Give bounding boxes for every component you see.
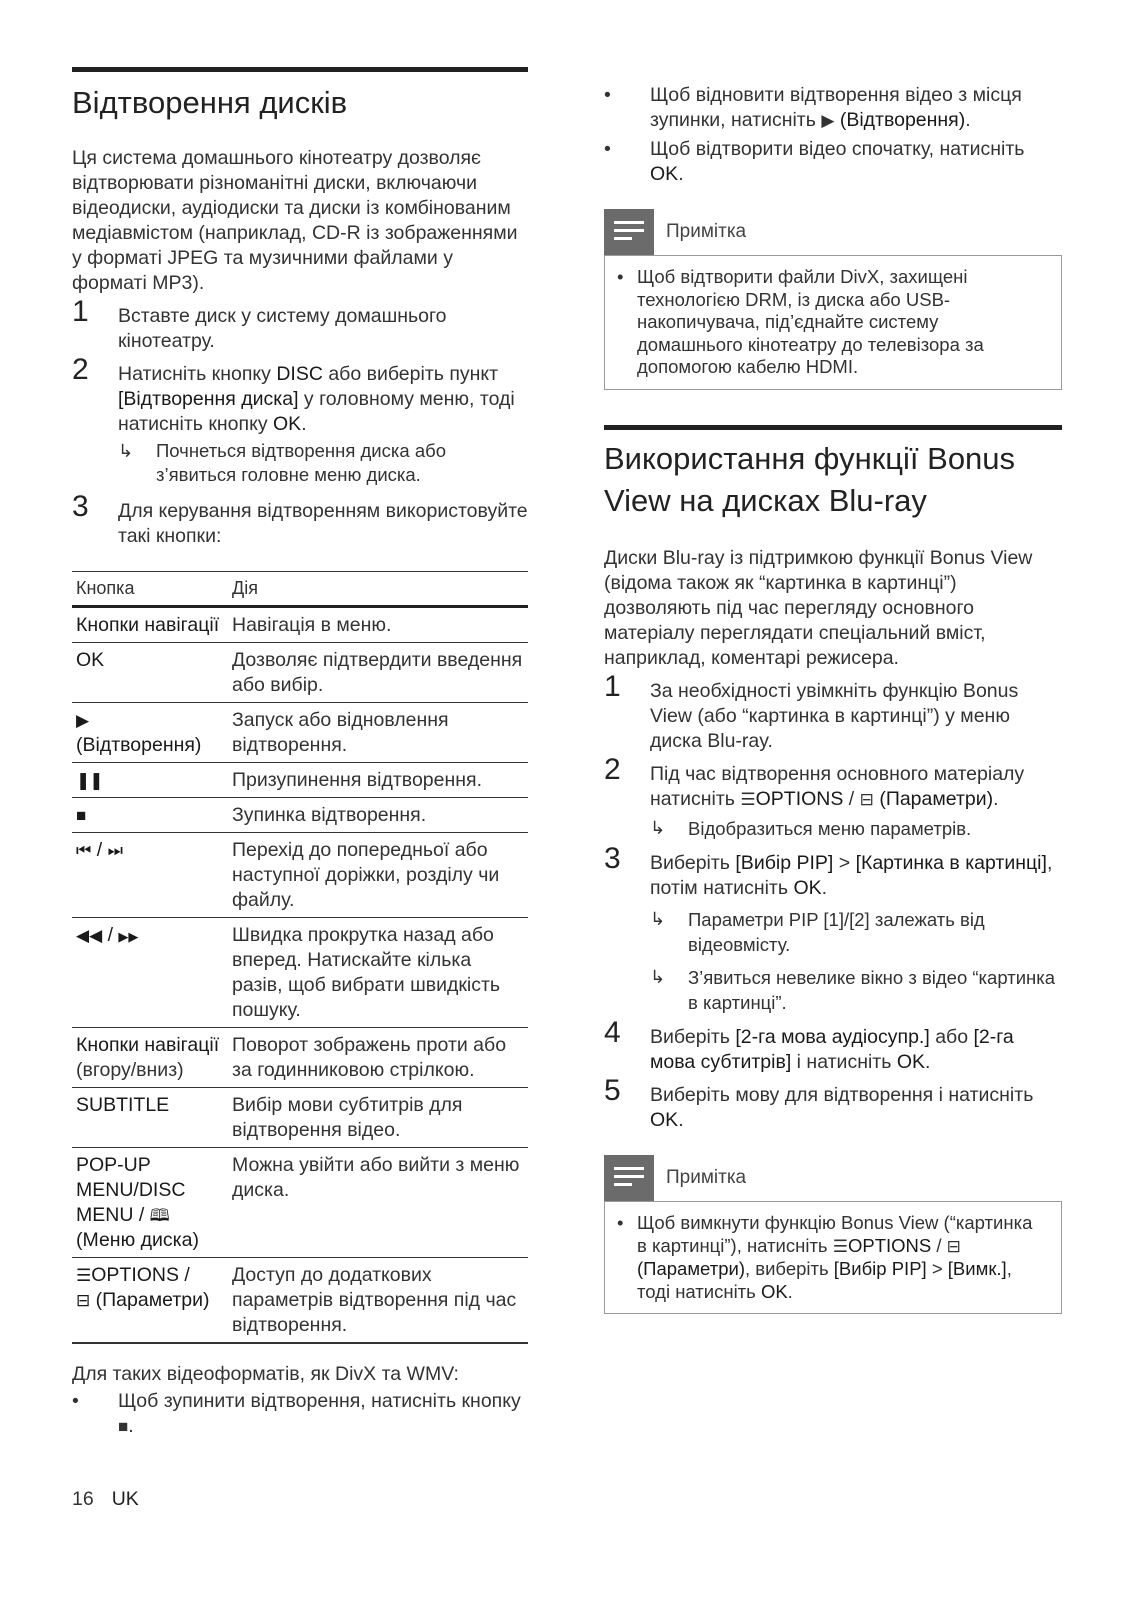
table-row	[72, 833, 528, 918]
bullet-dot: •	[617, 1212, 624, 1233]
step-number: 5	[604, 1074, 621, 1107]
step-text: Натисніть кнопку	[118, 363, 277, 385]
button-sublabel: (Параметри)	[95, 1289, 210, 1311]
button-sublabel: (вгору/вниз)	[76, 1059, 184, 1081]
step-number: 2	[72, 353, 89, 386]
ok-key: OK	[650, 163, 679, 185]
right-section-rule	[604, 425, 1062, 430]
menu-option: [2-га мова аудіосупр.]	[735, 1026, 930, 1048]
action-cell: Призупинення відтворення.	[228, 763, 528, 798]
result-arrow-icon: ↳	[650, 967, 666, 987]
step-1	[72, 295, 528, 354]
step-2: 2 Під час відтворення основного матеріалу натисніть ☰OPTIONS / ⊟ (Параметри). ↳ Відобразиться меню параметрів.	[604, 762, 1062, 841]
result-arrow-icon: ↳	[650, 818, 666, 838]
table-row	[72, 1258, 528, 1344]
button-cell: Кнопки навігації	[72, 607, 228, 643]
bullet-dot: •	[617, 266, 624, 287]
note-header	[604, 209, 1062, 255]
rewind-icon: ◀◀	[76, 926, 103, 945]
table-row	[72, 918, 528, 1028]
column-header-action: Дія	[228, 572, 528, 607]
action-cell: Швидка прокрутка назад або вперед. Натискайте кілька разів, щоб вибрати швидкість пошуку.	[228, 918, 528, 1028]
step-text: або	[929, 1026, 974, 1048]
action-cell: Перехід до попередньої або наступної доріжки, розділу чи файлу.	[228, 833, 528, 918]
page-footer	[72, 1488, 139, 1511]
button-label: Кнопки навігації	[76, 1034, 220, 1056]
book-icon: 🕮	[149, 1206, 170, 1225]
button-cell	[72, 763, 228, 798]
action-cell: Навігація в меню.	[228, 607, 528, 643]
ok-key: OK	[760, 1280, 788, 1302]
action-cell: Поворот зображень проти або за годинниковою стрілкою.	[228, 1028, 528, 1088]
button-cell	[72, 833, 228, 918]
button-cell	[72, 798, 228, 833]
bullet-text: Щоб зупинити відтворення, натисніть кнопку	[118, 1390, 521, 1412]
disc-key: DISC	[276, 363, 323, 385]
table-row	[72, 798, 528, 833]
bullet-text: Щоб відтворити відео спочатку, натисніть	[650, 138, 1025, 160]
step-text: у головному меню, тоді натисніть кнопку	[118, 388, 515, 435]
action-cell: Можна увійти або вийти з меню диска.	[228, 1148, 528, 1258]
ok-key: OK	[650, 1109, 679, 1131]
note-box	[604, 1201, 1062, 1314]
stop-icon: ■	[118, 1417, 129, 1436]
table-header	[72, 572, 528, 607]
note-block-1	[604, 209, 1062, 390]
button-label: (Відтворення)	[76, 734, 202, 756]
step-4: 4 Виберіть [2-га мова аудіосупр.] або [2-га мова субтитрів] і натисніть OK.	[604, 1016, 1014, 1073]
step-number: 4	[604, 1016, 621, 1049]
formats-bullet: • Щоб зупинити відтворення, натисніть кнопку ■.	[72, 1390, 521, 1437]
options-key: OPTIONS	[847, 1234, 932, 1256]
step-result	[650, 816, 1062, 841]
section-title-disc-playback: Відтворення дисків	[72, 85, 348, 120]
menu-option: [2-га мова субтитрів]	[650, 1026, 1014, 1073]
previous-icon: ⏮	[76, 841, 92, 860]
note-block-2	[604, 1155, 1062, 1314]
button-label: /	[96, 839, 103, 861]
right-column	[604, 83, 1062, 390]
ok-key: OK	[896, 1051, 925, 1073]
table-row	[72, 607, 528, 643]
menu-option: [Картинка в картинці]	[855, 852, 1047, 874]
pause-icon: ❚❚	[76, 771, 103, 790]
menu-option: [Вибір PIP]	[735, 852, 834, 874]
step-number: 3	[72, 490, 89, 523]
note-text: , тоді натисніть	[637, 1258, 1012, 1302]
button-cell	[72, 703, 228, 763]
action-cell: Зупинка відтворення.	[228, 798, 528, 833]
table-row	[72, 643, 528, 703]
formats-text: Для таких відеоформатів, як DivX та WMV:	[72, 1363, 459, 1385]
menu-option: [Відтворення диска]	[118, 388, 299, 410]
options-label: (Параметри)	[879, 788, 994, 810]
step-text: , потім натисніть	[650, 852, 1053, 899]
button-label: OPTIONS /	[91, 1264, 190, 1286]
section-title-bonus-view: Використання функції Bonus View на дисках Blu-ray	[604, 441, 1016, 518]
button-cell	[72, 1148, 228, 1258]
page-number: 16	[72, 1488, 94, 1510]
step-text: і натисніть	[791, 1051, 897, 1073]
result-text: Почнеться відтворення диска або з’явиться головне меню диска.	[156, 440, 446, 485]
step-number: 3	[604, 842, 621, 875]
table-row	[72, 763, 528, 798]
note-text: Щоб відтворити файли DivX, захищені технологією DRM, із диска або USB-накопичувача, під’єднайте систему домашнього кінотеатру до телевізора за допомогою кабелю HDMI.	[637, 266, 984, 377]
step-result	[118, 439, 528, 487]
resume-bullet: • Щоб відновити відтворення відео з місця зупинки, натисніть ▶ (Відтворення).	[604, 84, 1022, 131]
controls-table	[72, 571, 528, 1344]
left-top-rule	[72, 67, 528, 72]
table-row	[72, 1148, 528, 1258]
note-box	[604, 255, 1062, 390]
play-label: (Відтворення)	[839, 109, 966, 131]
step-number: 1	[604, 670, 621, 703]
restart-bullet: • Щоб відтворити відео спочатку, натисніть OK.	[604, 138, 1025, 185]
button-label: POP-UP MENU/DISC MENU /	[76, 1154, 186, 1226]
result-arrow-icon: ↳	[650, 909, 666, 929]
note-title: Примітка	[666, 221, 747, 242]
step-1	[604, 670, 1062, 754]
table-row	[72, 1028, 528, 1088]
options-list-icon: ☰	[740, 790, 756, 809]
bonus-intro: Диски Blu-ray із підтримкою функції Bonus View (відома також як “картинка в картинці”) дозволяють під час перегляду основного матеріалу переглядати спеціальний вміст, наприклад, коментарі режисера.	[604, 547, 1033, 669]
table-row	[72, 1088, 528, 1148]
note-item: • Щоб вимкнути функцію Bonus View (“картинка в картинці”), натисніть ☰OPTIONS / ⊟ (Параметри), виберіть [Вибір PIP] > [Вимк.], тоді натисніть OK.	[617, 1212, 1033, 1302]
left-column	[72, 82, 528, 1439]
step-text: За необхідності увімкніть функцію Bonus View (або “картинка в картинці”) у меню диска Blu-ray.	[650, 680, 1019, 752]
right-column-bonus	[604, 438, 1062, 1314]
result-text: Параметри PIP [1]/[2] залежать від відеовмісту.	[688, 909, 985, 955]
fast-forward-icon: ▶▶	[118, 929, 139, 944]
step-5: 5 Виберіть мову для відтворення і натисніть OK.	[604, 1074, 1034, 1131]
note-header	[604, 1155, 1062, 1201]
note-text: Щоб вимкнути функцію Bonus View (“картинка в картинці”), натисніть	[637, 1212, 1033, 1256]
action-cell: Запуск або відновлення відтворення.	[228, 703, 528, 763]
step-number: 1	[72, 295, 89, 328]
button-cell	[72, 918, 228, 1028]
step-text: Виберіть	[650, 852, 736, 874]
ok-key: OK	[793, 877, 822, 899]
button-sublabel: (Меню диска)	[76, 1229, 199, 1251]
language-code: UK	[111, 1488, 139, 1510]
result-text: Відобразиться меню параметрів.	[688, 818, 972, 839]
play-icon: ▶	[76, 711, 90, 730]
step-text: або виберіть пункт	[322, 363, 499, 385]
action-cell: Дозволяє підтвердити введення або вибір.	[228, 643, 528, 703]
note-item	[617, 266, 1045, 379]
note-title: Примітка	[666, 1167, 747, 1188]
button-cell	[72, 1258, 228, 1344]
options-list-icon: ☰	[832, 1236, 848, 1256]
step-number: 2	[604, 753, 621, 786]
button-label: /	[107, 924, 113, 946]
column-header-button: Кнопка	[72, 572, 228, 607]
bullet-text: Щоб відновити відтворення відео з місця зупинки, натисніть	[650, 84, 1022, 131]
step-2	[72, 353, 528, 487]
action-cell: Вибір мови субтитрів для відтворення відео.	[228, 1088, 528, 1148]
button-cell: SUBTITLE	[72, 1088, 228, 1148]
step-result	[650, 965, 1062, 1015]
options-label: (Параметри)	[637, 1258, 745, 1279]
bullet-dot: •	[604, 84, 611, 106]
options-box-icon: ⊟	[859, 790, 874, 809]
step-text: Для керування відтворенням використовуйте такі кнопки:	[118, 500, 528, 547]
bullet-dot: •	[604, 138, 611, 160]
stop-icon: ■	[76, 806, 87, 825]
step-text: .	[301, 413, 307, 435]
options-key: OPTIONS	[755, 788, 844, 810]
step-result	[650, 907, 1062, 957]
step-text: Під час відтворення основного матеріалу натисніть	[650, 763, 1025, 810]
note-text: , виберіть	[744, 1258, 834, 1279]
button-cell	[72, 1028, 228, 1088]
note-icon	[604, 1155, 654, 1201]
options-list-icon: ☰	[76, 1266, 92, 1285]
next-icon: ⏭	[107, 841, 123, 860]
result-arrow-icon: ↳	[118, 441, 134, 461]
step-3: 3 Виберіть [Вибір PIP] > [Картинка в картинці], потім натисніть OK. ↳ Параметри PIP [1]/[2] залежать від відеовмісту. ↳ З’явиться невелике вікно з відео “картинка в картинці”.	[604, 851, 1062, 1015]
options-box-icon: ⊟	[76, 1291, 91, 1310]
result-text: З’явиться невелике вікно з відео “картинка в картинці”.	[688, 967, 1056, 1013]
note-icon	[604, 209, 654, 255]
menu-option: [Вимк.]	[947, 1258, 1007, 1279]
step-text: Виберіть мову для відтворення і натисніть	[650, 1084, 1034, 1106]
bullet-dot: •	[72, 1390, 79, 1412]
button-cell: OK	[72, 643, 228, 703]
action-cell: Доступ до додаткових параметрів відтворення під час відтворення.	[228, 1258, 528, 1344]
ok-key: OK	[273, 413, 302, 435]
intro-text: Ця система домашнього кінотеатру дозволяє відтворювати різноманітні диски, включаючи відеодиски, аудіодиски та диски із комбінованим медіавмістом (наприклад, CD-R із зображеннями у форматі JPEG та музичними файлами у форматі MP3).	[72, 147, 518, 294]
step-3	[72, 490, 528, 549]
options-box-icon: ⊟	[946, 1236, 961, 1256]
step-text: Вставте диск у систему домашнього кінотеатру.	[118, 305, 447, 352]
table-row	[72, 703, 528, 763]
step-text: Виберіть	[650, 1026, 736, 1048]
menu-option: [Вибір PIP]	[833, 1258, 927, 1279]
play-icon: ▶	[821, 111, 835, 130]
